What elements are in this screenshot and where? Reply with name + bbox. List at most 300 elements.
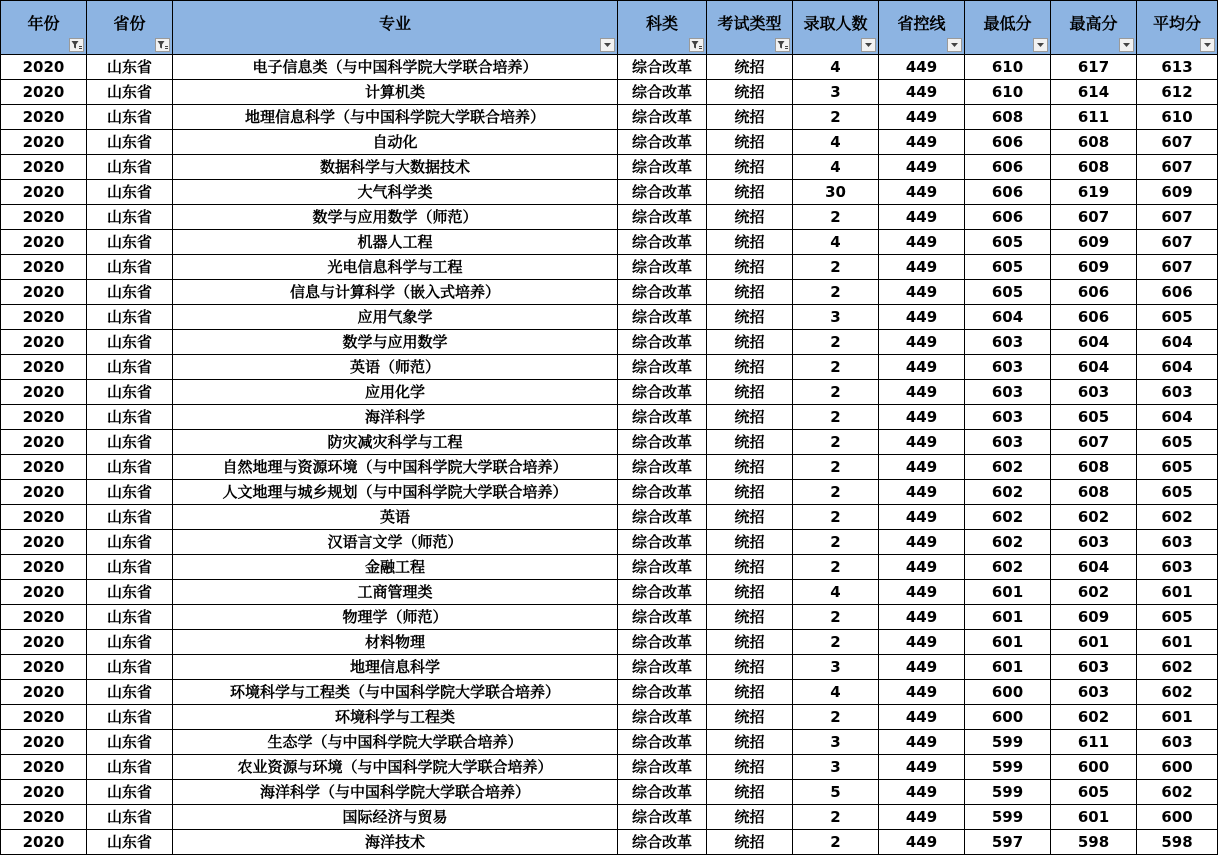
cell-province-control-line[interactable]: 449 (879, 480, 965, 505)
cell-admitted-count[interactable]: 2 (793, 830, 879, 855)
cell-year[interactable]: 2020 (1, 655, 87, 680)
cell-major[interactable]: 工商管理类 (173, 580, 618, 605)
cell-exam-type[interactable]: 统招 (707, 830, 793, 855)
cell-year[interactable]: 2020 (1, 155, 87, 180)
cell-major[interactable]: 数学与应用数学（师范） (173, 205, 618, 230)
cell-year[interactable]: 2020 (1, 605, 87, 630)
cell-province[interactable]: 山东省 (87, 80, 173, 105)
cell-exam-type[interactable]: 统招 (707, 305, 793, 330)
cell-max-score[interactable]: 601 (1051, 805, 1137, 830)
cell-year[interactable]: 2020 (1, 405, 87, 430)
filter-dropdown-icon[interactable] (1200, 38, 1215, 52)
cell-year[interactable]: 2020 (1, 355, 87, 380)
cell-admitted-count[interactable]: 2 (793, 405, 879, 430)
cell-major[interactable]: 计算机类 (173, 80, 618, 105)
cell-max-score[interactable]: 604 (1051, 355, 1137, 380)
cell-avg-score[interactable]: 602 (1137, 680, 1218, 705)
cell-min-score[interactable]: 602 (965, 455, 1051, 480)
cell-province-control-line[interactable]: 449 (879, 380, 965, 405)
cell-major[interactable]: 英语（师范） (173, 355, 618, 380)
cell-max-score[interactable]: 604 (1051, 330, 1137, 355)
cell-province[interactable]: 山东省 (87, 705, 173, 730)
cell-major[interactable]: 大气科学类 (173, 180, 618, 205)
cell-avg-score[interactable]: 600 (1137, 805, 1218, 830)
cell-admitted-count[interactable]: 3 (793, 305, 879, 330)
cell-min-score[interactable]: 603 (965, 430, 1051, 455)
cell-max-score[interactable]: 598 (1051, 830, 1137, 855)
cell-max-score[interactable]: 606 (1051, 305, 1137, 330)
cell-exam-type[interactable]: 统招 (707, 505, 793, 530)
cell-year[interactable]: 2020 (1, 105, 87, 130)
cell-max-score[interactable]: 601 (1051, 630, 1137, 655)
cell-max-score[interactable]: 605 (1051, 780, 1137, 805)
cell-category[interactable]: 综合改革 (618, 130, 707, 155)
cell-admitted-count[interactable]: 4 (793, 155, 879, 180)
cell-province-control-line[interactable]: 449 (879, 155, 965, 180)
cell-province-control-line[interactable]: 449 (879, 330, 965, 355)
cell-max-score[interactable]: 605 (1051, 405, 1137, 430)
cell-category[interactable]: 综合改革 (618, 480, 707, 505)
cell-max-score[interactable]: 606 (1051, 280, 1137, 305)
cell-province[interactable]: 山东省 (87, 155, 173, 180)
cell-avg-score[interactable]: 601 (1137, 580, 1218, 605)
cell-major[interactable]: 汉语言文学（师范） (173, 530, 618, 555)
cell-admitted-count[interactable]: 2 (793, 505, 879, 530)
cell-exam-type[interactable]: 统招 (707, 380, 793, 405)
cell-max-score[interactable]: 602 (1051, 580, 1137, 605)
cell-province[interactable]: 山东省 (87, 455, 173, 480)
cell-max-score[interactable]: 608 (1051, 130, 1137, 155)
cell-exam-type[interactable]: 统招 (707, 805, 793, 830)
cell-province[interactable]: 山东省 (87, 630, 173, 655)
cell-province-control-line[interactable]: 449 (879, 130, 965, 155)
cell-category[interactable]: 综合改革 (618, 605, 707, 630)
cell-province-control-line[interactable]: 449 (879, 630, 965, 655)
cell-year[interactable]: 2020 (1, 505, 87, 530)
cell-category[interactable]: 综合改革 (618, 80, 707, 105)
cell-max-score[interactable]: 609 (1051, 605, 1137, 630)
cell-year[interactable]: 2020 (1, 180, 87, 205)
cell-exam-type[interactable]: 统招 (707, 605, 793, 630)
cell-year[interactable]: 2020 (1, 480, 87, 505)
cell-exam-type[interactable]: 统招 (707, 680, 793, 705)
cell-major[interactable]: 地理信息科学（与中国科学院大学联合培养） (173, 105, 618, 130)
cell-major[interactable]: 环境科学与工程类 (173, 705, 618, 730)
cell-admitted-count[interactable]: 2 (793, 355, 879, 380)
cell-category[interactable]: 综合改革 (618, 530, 707, 555)
cell-min-score[interactable]: 610 (965, 55, 1051, 80)
cell-avg-score[interactable]: 605 (1137, 455, 1218, 480)
cell-category[interactable]: 综合改革 (618, 105, 707, 130)
cell-max-score[interactable]: 600 (1051, 755, 1137, 780)
cell-admitted-count[interactable]: 2 (793, 255, 879, 280)
cell-min-score[interactable]: 601 (965, 630, 1051, 655)
cell-exam-type[interactable]: 统招 (707, 480, 793, 505)
cell-province[interactable]: 山东省 (87, 130, 173, 155)
cell-admitted-count[interactable]: 3 (793, 655, 879, 680)
cell-year[interactable]: 2020 (1, 705, 87, 730)
cell-category[interactable]: 综合改革 (618, 680, 707, 705)
cell-avg-score[interactable]: 607 (1137, 230, 1218, 255)
cell-min-score[interactable]: 606 (965, 180, 1051, 205)
cell-avg-score[interactable]: 603 (1137, 380, 1218, 405)
cell-province-control-line[interactable]: 449 (879, 280, 965, 305)
cell-province-control-line[interactable]: 449 (879, 730, 965, 755)
cell-province[interactable]: 山东省 (87, 380, 173, 405)
cell-admitted-count[interactable]: 2 (793, 480, 879, 505)
cell-province-control-line[interactable]: 449 (879, 755, 965, 780)
cell-admitted-count[interactable]: 2 (793, 605, 879, 630)
cell-max-score[interactable]: 608 (1051, 155, 1137, 180)
cell-min-score[interactable]: 604 (965, 305, 1051, 330)
cell-min-score[interactable]: 600 (965, 705, 1051, 730)
cell-admitted-count[interactable]: 2 (793, 105, 879, 130)
cell-province-control-line[interactable]: 449 (879, 305, 965, 330)
cell-province-control-line[interactable]: 449 (879, 180, 965, 205)
cell-province-control-line[interactable]: 449 (879, 455, 965, 480)
cell-avg-score[interactable]: 603 (1137, 730, 1218, 755)
cell-avg-score[interactable]: 604 (1137, 355, 1218, 380)
cell-min-score[interactable]: 601 (965, 580, 1051, 605)
cell-year[interactable]: 2020 (1, 330, 87, 355)
cell-min-score[interactable]: 603 (965, 330, 1051, 355)
cell-category[interactable]: 综合改革 (618, 280, 707, 305)
cell-major[interactable]: 物理学（师范） (173, 605, 618, 630)
cell-min-score[interactable]: 603 (965, 380, 1051, 405)
cell-province-control-line[interactable]: 449 (879, 605, 965, 630)
cell-admitted-count[interactable]: 2 (793, 630, 879, 655)
cell-major[interactable]: 防灾减灾科学与工程 (173, 430, 618, 455)
filter-active-icon[interactable] (689, 38, 704, 52)
cell-major[interactable]: 数据科学与大数据技术 (173, 155, 618, 180)
cell-min-score[interactable]: 603 (965, 355, 1051, 380)
cell-major[interactable]: 电子信息类（与中国科学院大学联合培养） (173, 55, 618, 80)
cell-exam-type[interactable]: 统招 (707, 330, 793, 355)
cell-province[interactable]: 山东省 (87, 230, 173, 255)
cell-min-score[interactable]: 602 (965, 555, 1051, 580)
cell-min-score[interactable]: 605 (965, 280, 1051, 305)
cell-province-control-line[interactable]: 449 (879, 55, 965, 80)
cell-year[interactable]: 2020 (1, 55, 87, 80)
cell-avg-score[interactable]: 602 (1137, 780, 1218, 805)
cell-exam-type[interactable]: 统招 (707, 355, 793, 380)
cell-min-score[interactable]: 599 (965, 805, 1051, 830)
cell-max-score[interactable]: 611 (1051, 730, 1137, 755)
cell-max-score[interactable]: 608 (1051, 480, 1137, 505)
cell-min-score[interactable]: 602 (965, 505, 1051, 530)
cell-exam-type[interactable]: 统招 (707, 255, 793, 280)
cell-province-control-line[interactable]: 449 (879, 705, 965, 730)
cell-year[interactable]: 2020 (1, 530, 87, 555)
cell-category[interactable]: 综合改革 (618, 655, 707, 680)
cell-max-score[interactable]: 602 (1051, 505, 1137, 530)
cell-year[interactable]: 2020 (1, 205, 87, 230)
cell-category[interactable]: 综合改革 (618, 355, 707, 380)
cell-min-score[interactable]: 606 (965, 155, 1051, 180)
cell-exam-type[interactable]: 统招 (707, 730, 793, 755)
cell-admitted-count[interactable]: 2 (793, 430, 879, 455)
filter-dropdown-icon[interactable] (600, 38, 615, 52)
cell-admitted-count[interactable]: 2 (793, 205, 879, 230)
cell-category[interactable]: 综合改革 (618, 505, 707, 530)
cell-province-control-line[interactable]: 449 (879, 255, 965, 280)
cell-category[interactable]: 综合改革 (618, 205, 707, 230)
cell-avg-score[interactable]: 607 (1137, 255, 1218, 280)
cell-max-score[interactable]: 602 (1051, 705, 1137, 730)
cell-province[interactable]: 山东省 (87, 430, 173, 455)
cell-year[interactable]: 2020 (1, 255, 87, 280)
cell-avg-score[interactable]: 603 (1137, 555, 1218, 580)
cell-category[interactable]: 综合改革 (618, 455, 707, 480)
cell-major[interactable]: 自动化 (173, 130, 618, 155)
cell-admitted-count[interactable]: 5 (793, 780, 879, 805)
cell-min-score[interactable]: 603 (965, 405, 1051, 430)
cell-province[interactable]: 山东省 (87, 205, 173, 230)
cell-province[interactable]: 山东省 (87, 555, 173, 580)
filter-active-icon[interactable] (69, 38, 84, 52)
cell-province-control-line[interactable]: 449 (879, 355, 965, 380)
cell-category[interactable]: 综合改革 (618, 380, 707, 405)
cell-province-control-line[interactable]: 449 (879, 205, 965, 230)
cell-avg-score[interactable]: 605 (1137, 605, 1218, 630)
cell-category[interactable]: 综合改革 (618, 555, 707, 580)
cell-exam-type[interactable]: 统招 (707, 555, 793, 580)
cell-avg-score[interactable]: 607 (1137, 205, 1218, 230)
cell-max-score[interactable]: 617 (1051, 55, 1137, 80)
cell-exam-type[interactable]: 统招 (707, 55, 793, 80)
cell-province-control-line[interactable]: 449 (879, 105, 965, 130)
cell-major[interactable]: 环境科学与工程类（与中国科学院大学联合培养） (173, 680, 618, 705)
cell-province[interactable]: 山东省 (87, 755, 173, 780)
cell-province-control-line[interactable]: 449 (879, 580, 965, 605)
cell-province[interactable]: 山东省 (87, 480, 173, 505)
cell-admitted-count[interactable]: 2 (793, 330, 879, 355)
cell-major[interactable]: 国际经济与贸易 (173, 805, 618, 830)
cell-avg-score[interactable]: 604 (1137, 405, 1218, 430)
cell-admitted-count[interactable]: 4 (793, 580, 879, 605)
cell-avg-score[interactable]: 601 (1137, 705, 1218, 730)
cell-exam-type[interactable]: 统招 (707, 130, 793, 155)
cell-province-control-line[interactable]: 449 (879, 555, 965, 580)
cell-category[interactable]: 综合改革 (618, 755, 707, 780)
cell-avg-score[interactable]: 613 (1137, 55, 1218, 80)
cell-min-score[interactable]: 602 (965, 480, 1051, 505)
cell-min-score[interactable]: 601 (965, 605, 1051, 630)
cell-exam-type[interactable]: 统招 (707, 430, 793, 455)
cell-avg-score[interactable]: 603 (1137, 530, 1218, 555)
cell-major[interactable]: 应用气象学 (173, 305, 618, 330)
cell-province-control-line[interactable]: 449 (879, 805, 965, 830)
cell-province-control-line[interactable]: 449 (879, 80, 965, 105)
cell-avg-score[interactable]: 610 (1137, 105, 1218, 130)
cell-min-score[interactable]: 597 (965, 830, 1051, 855)
cell-province[interactable]: 山东省 (87, 355, 173, 380)
cell-admitted-count[interactable]: 2 (793, 555, 879, 580)
cell-province[interactable]: 山东省 (87, 55, 173, 80)
cell-province-control-line[interactable]: 449 (879, 780, 965, 805)
cell-province[interactable]: 山东省 (87, 505, 173, 530)
cell-category[interactable]: 综合改革 (618, 405, 707, 430)
cell-exam-type[interactable]: 统招 (707, 755, 793, 780)
cell-year[interactable]: 2020 (1, 830, 87, 855)
cell-province[interactable]: 山东省 (87, 530, 173, 555)
filter-dropdown-icon[interactable] (861, 38, 876, 52)
cell-category[interactable]: 综合改革 (618, 580, 707, 605)
cell-min-score[interactable]: 605 (965, 255, 1051, 280)
cell-category[interactable]: 综合改革 (618, 830, 707, 855)
cell-category[interactable]: 综合改革 (618, 780, 707, 805)
cell-province[interactable]: 山东省 (87, 655, 173, 680)
cell-exam-type[interactable]: 统招 (707, 230, 793, 255)
cell-admitted-count[interactable]: 3 (793, 730, 879, 755)
cell-min-score[interactable]: 608 (965, 105, 1051, 130)
cell-major[interactable]: 数学与应用数学 (173, 330, 618, 355)
cell-province-control-line[interactable]: 449 (879, 680, 965, 705)
cell-province[interactable]: 山东省 (87, 330, 173, 355)
cell-exam-type[interactable]: 统招 (707, 405, 793, 430)
cell-min-score[interactable]: 601 (965, 655, 1051, 680)
cell-exam-type[interactable]: 统招 (707, 705, 793, 730)
cell-province-control-line[interactable]: 449 (879, 830, 965, 855)
cell-province-control-line[interactable]: 449 (879, 505, 965, 530)
cell-major[interactable]: 光电信息科学与工程 (173, 255, 618, 280)
cell-category[interactable]: 综合改革 (618, 305, 707, 330)
cell-max-score[interactable]: 603 (1051, 680, 1137, 705)
cell-admitted-count[interactable]: 4 (793, 55, 879, 80)
cell-province[interactable]: 山东省 (87, 405, 173, 430)
cell-avg-score[interactable]: 605 (1137, 430, 1218, 455)
cell-year[interactable]: 2020 (1, 130, 87, 155)
cell-avg-score[interactable]: 605 (1137, 480, 1218, 505)
cell-avg-score[interactable]: 609 (1137, 180, 1218, 205)
cell-province-control-line[interactable]: 449 (879, 230, 965, 255)
cell-province-control-line[interactable]: 449 (879, 405, 965, 430)
cell-major[interactable]: 材料物理 (173, 630, 618, 655)
cell-avg-score[interactable]: 604 (1137, 330, 1218, 355)
cell-exam-type[interactable]: 统招 (707, 580, 793, 605)
cell-province-control-line[interactable]: 449 (879, 430, 965, 455)
cell-max-score[interactable]: 619 (1051, 180, 1137, 205)
cell-major[interactable]: 人文地理与城乡规划（与中国科学院大学联合培养） (173, 480, 618, 505)
cell-min-score[interactable]: 602 (965, 530, 1051, 555)
cell-min-score[interactable]: 606 (965, 205, 1051, 230)
cell-min-score[interactable]: 600 (965, 680, 1051, 705)
cell-category[interactable]: 综合改革 (618, 155, 707, 180)
cell-year[interactable]: 2020 (1, 630, 87, 655)
cell-province[interactable]: 山东省 (87, 605, 173, 630)
cell-year[interactable]: 2020 (1, 780, 87, 805)
cell-province[interactable]: 山东省 (87, 830, 173, 855)
cell-admitted-count[interactable]: 2 (793, 530, 879, 555)
cell-max-score[interactable]: 609 (1051, 230, 1137, 255)
cell-max-score[interactable]: 609 (1051, 255, 1137, 280)
cell-province[interactable]: 山东省 (87, 180, 173, 205)
cell-year[interactable]: 2020 (1, 280, 87, 305)
cell-avg-score[interactable]: 607 (1137, 155, 1218, 180)
filter-dropdown-icon[interactable] (947, 38, 962, 52)
cell-category[interactable]: 综合改革 (618, 330, 707, 355)
cell-avg-score[interactable]: 606 (1137, 280, 1218, 305)
cell-year[interactable]: 2020 (1, 430, 87, 455)
cell-year[interactable]: 2020 (1, 380, 87, 405)
cell-exam-type[interactable]: 统招 (707, 105, 793, 130)
cell-province[interactable]: 山东省 (87, 105, 173, 130)
cell-avg-score[interactable]: 612 (1137, 80, 1218, 105)
cell-admitted-count[interactable]: 2 (793, 705, 879, 730)
cell-exam-type[interactable]: 统招 (707, 80, 793, 105)
cell-admitted-count[interactable]: 2 (793, 280, 879, 305)
cell-major[interactable]: 海洋科学（与中国科学院大学联合培养） (173, 780, 618, 805)
cell-min-score[interactable]: 610 (965, 80, 1051, 105)
cell-major[interactable]: 机器人工程 (173, 230, 618, 255)
cell-max-score[interactable]: 603 (1051, 655, 1137, 680)
filter-dropdown-icon[interactable] (1119, 38, 1134, 52)
cell-avg-score[interactable]: 602 (1137, 505, 1218, 530)
cell-exam-type[interactable]: 统招 (707, 280, 793, 305)
cell-max-score[interactable]: 603 (1051, 380, 1137, 405)
cell-major[interactable]: 自然地理与资源环境（与中国科学院大学联合培养） (173, 455, 618, 480)
cell-year[interactable]: 2020 (1, 555, 87, 580)
cell-year[interactable]: 2020 (1, 580, 87, 605)
filter-active-icon[interactable] (155, 38, 170, 52)
cell-province[interactable]: 山东省 (87, 680, 173, 705)
cell-category[interactable]: 综合改革 (618, 705, 707, 730)
cell-year[interactable]: 2020 (1, 305, 87, 330)
cell-major[interactable]: 金融工程 (173, 555, 618, 580)
cell-admitted-count[interactable]: 2 (793, 805, 879, 830)
cell-max-score[interactable]: 607 (1051, 430, 1137, 455)
cell-admitted-count[interactable]: 3 (793, 755, 879, 780)
cell-province[interactable]: 山东省 (87, 255, 173, 280)
cell-category[interactable]: 综合改革 (618, 180, 707, 205)
cell-admitted-count[interactable]: 2 (793, 455, 879, 480)
cell-max-score[interactable]: 607 (1051, 205, 1137, 230)
cell-admitted-count[interactable]: 2 (793, 380, 879, 405)
cell-year[interactable]: 2020 (1, 805, 87, 830)
cell-major[interactable]: 应用化学 (173, 380, 618, 405)
cell-province[interactable]: 山东省 (87, 780, 173, 805)
cell-province-control-line[interactable]: 449 (879, 655, 965, 680)
cell-category[interactable]: 综合改革 (618, 430, 707, 455)
cell-major[interactable]: 地理信息科学 (173, 655, 618, 680)
cell-exam-type[interactable]: 统招 (707, 780, 793, 805)
cell-avg-score[interactable]: 607 (1137, 130, 1218, 155)
cell-admitted-count[interactable]: 4 (793, 680, 879, 705)
cell-avg-score[interactable]: 605 (1137, 305, 1218, 330)
cell-admitted-count[interactable]: 4 (793, 230, 879, 255)
cell-province[interactable]: 山东省 (87, 280, 173, 305)
cell-province-control-line[interactable]: 449 (879, 530, 965, 555)
cell-major[interactable]: 海洋科学 (173, 405, 618, 430)
cell-exam-type[interactable]: 统招 (707, 155, 793, 180)
cell-avg-score[interactable]: 601 (1137, 630, 1218, 655)
cell-min-score[interactable]: 599 (965, 730, 1051, 755)
cell-exam-type[interactable]: 统招 (707, 530, 793, 555)
cell-major[interactable]: 农业资源与环境（与中国科学院大学联合培养） (173, 755, 618, 780)
cell-category[interactable]: 综合改革 (618, 255, 707, 280)
cell-admitted-count[interactable]: 3 (793, 80, 879, 105)
cell-avg-score[interactable]: 602 (1137, 655, 1218, 680)
cell-major[interactable]: 海洋技术 (173, 830, 618, 855)
cell-year[interactable]: 2020 (1, 80, 87, 105)
filter-dropdown-icon[interactable] (1033, 38, 1048, 52)
cell-exam-type[interactable]: 统招 (707, 455, 793, 480)
cell-min-score[interactable]: 599 (965, 755, 1051, 780)
cell-category[interactable]: 综合改革 (618, 230, 707, 255)
cell-max-score[interactable]: 611 (1051, 105, 1137, 130)
cell-min-score[interactable]: 606 (965, 130, 1051, 155)
filter-active-icon[interactable] (775, 38, 790, 52)
